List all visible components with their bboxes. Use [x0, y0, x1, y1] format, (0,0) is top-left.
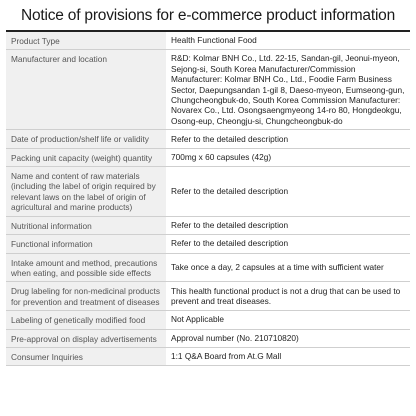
product-info-table [6, 30, 410, 366]
row-label: Consumer Inquiries [6, 347, 166, 365]
row-value: 700mg x 60 capsules (42g) [166, 148, 410, 166]
table-row-nutritional-info [6, 216, 410, 234]
table-row-consumer-inquiries [6, 347, 410, 365]
table-row-drug-labeling [6, 282, 410, 311]
table-row-functional-info [6, 235, 410, 253]
row-value: R&D: Kolmar BNH Co., Ltd. 22-15, Sandan-gil, Jeonui-myeon, Sejong-si, South Korea Manufacturer/Commission Manufacturer: Kolmar BNH Co., Ltd., Foodie Farm Business Sector, Daepungsandan 1-gil 8, Daeso-myeon, Eumseong-gun, Chungcheongbuk-do, South Korea Commission Manufacturer: Novarex Co., Ltd. Osongsaengmyeong 14-ro 80, Hongdeokgu, Osong-eup, Cheongju-si, Chungcheongbuk-do [166, 50, 410, 130]
row-label: Functional information [6, 235, 166, 253]
table-row-shelf-life [6, 130, 410, 148]
row-value: Not Applicable [166, 311, 410, 329]
row-value: Approval number (No. 210710820) [166, 329, 410, 347]
row-value: This health functional product is not a drug that can be used to prevent and treat diseases. [166, 282, 410, 311]
row-label: Packing unit capacity (weight) quantity [6, 148, 166, 166]
table-row-raw-materials [6, 167, 410, 217]
row-value: Refer to the detailed description [166, 167, 410, 217]
row-label: Product Type [6, 31, 166, 50]
row-label: Intake amount and method, precautions when eating, and possible side effects [6, 253, 166, 282]
table-row-manufacturer [6, 50, 410, 130]
row-value: Take once a day, 2 capsules at a time with sufficient water [166, 253, 410, 282]
row-value: Refer to the detailed description [166, 130, 410, 148]
table-row-pre-approval [6, 329, 410, 347]
row-value: Refer to the detailed description [166, 235, 410, 253]
row-value: Refer to the detailed description [166, 216, 410, 234]
row-value: 1:1 Q&A Board from At.G Mall [166, 347, 410, 365]
row-label: Pre-approval on display advertisements [6, 329, 166, 347]
table-row-gmo-labeling [6, 311, 410, 329]
row-label: Nutritional information [6, 216, 166, 234]
page-title: Notice of provisions for e-commerce product information [20, 7, 396, 24]
row-label: Drug labeling for non-medicinal products for prevention and treatment of diseases [6, 282, 166, 311]
table-row-intake-method [6, 253, 410, 282]
row-value: Health Functional Food [166, 31, 410, 50]
row-label: Manufacturer and location [6, 50, 166, 130]
row-label: Date of production/shelf life or validity [6, 130, 166, 148]
table-row-packing-unit [6, 148, 410, 166]
row-label: Labeling of genetically modified food [6, 311, 166, 329]
row-label: Name and content of raw materials (including the label of origin required by relevant laws on the label of origin of agricultural and marine products) [6, 167, 166, 217]
table-row-product-type [6, 31, 410, 50]
